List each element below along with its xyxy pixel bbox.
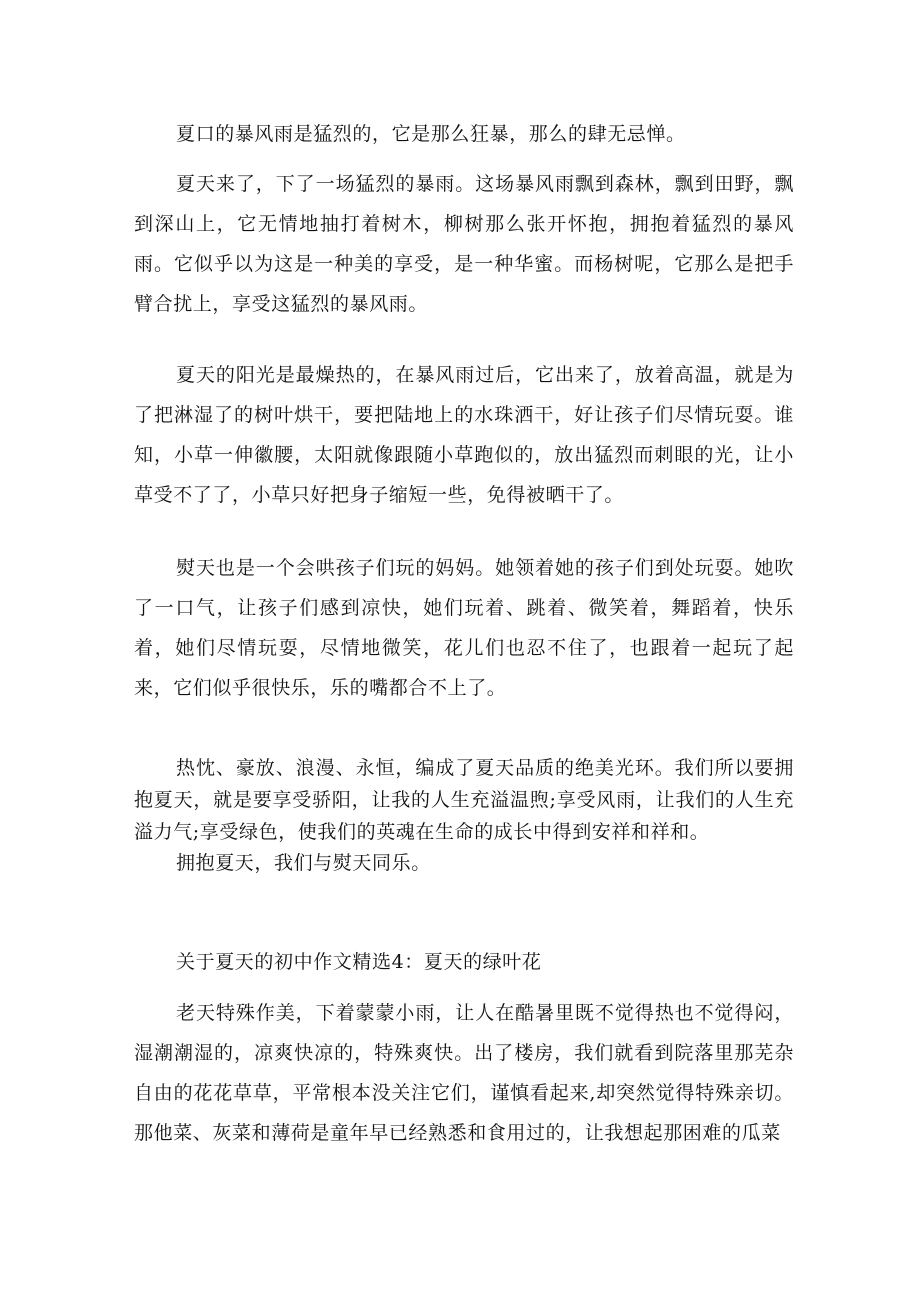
paragraph-green-leaf-flowers: 老天特殊作美，下着蒙蒙小雨，让人在酷暑里既不觉得热也不觉得闷，湿潮潮湿的，凉爽快凉的，特殊爽快。出了楼房，我们就看到院落里那芜杂自由的花花草草，平常根本没关注它们，谨慎看起来,却突然觉得特殊亲切。那他菜、灰菜和薄荷是童年早已经熟悉和食用过的，让我想起那困难的瓜菜 bbox=[134, 1002, 794, 1144]
section-heading: 关于夏天的初中作文精选4：夏天的绿叶花 bbox=[176, 951, 542, 973]
paragraph-sunshine: 夏天的阳光是最燥热的，在暴风雨过后，它出来了，放着高温，就是为了把淋湿了的树叶烘干，要把陆地上的水珠洒干，好让孩子们尽情玩耍。谁知，小草一伸徽腰，太阳就像跟随小草跑似的，放出猛烈而刺眼的光，让小草受不了了，小草只好把身子缩短一些，免得被晒干了。 bbox=[134, 364, 794, 506]
paragraph-storm-trees: 夏天来了，下了一场猛烈的暴雨。这场暴风雨飘到森林，飘到田野，飘到深山上，它无情地抽打着树木，柳树那么张开怀抱，拥抱着猛烈的暴风雨。它似乎以为这是一种美的享受，是一种华蜜。而杨树呢，它那么是把手臂合扰上，享受这猛烈的暴风雨。 bbox=[134, 173, 794, 315]
paragraph-embrace-summer: 热忱、豪放、浪漫、永恒，编成了夏天品质的绝美光环。我们所以要拥抱夏天，就是要享受骄阳，让我的人生充溢温煦;享受风雨，让我们的人生充溢力气;享受绿色，使我们的英魂在生命的成长中得到安祥和祥和。 bbox=[134, 757, 794, 843]
paragraph-summer-mother: 熨天也是一个会哄孩子们玩的妈妈。她领着她的孩子们到处玩耍。她吹了一口气，让孩子们感到凉快，她们玩着、跳着、微笑着，舞蹈着，快乐着，她们尽情玩耍，尽情地微笑，花儿们也忍不住了，也跟着一起玩了起来，它们似乎很快乐，乐的嘴都合不上了。 bbox=[134, 557, 794, 699]
paragraph-closing-line: 拥抱夏天，我们与熨天同乐。 bbox=[176, 852, 431, 874]
paragraph-storm-intro: 夏口的暴风雨是猛烈的，它是那么狂暴，那么的肆无忌惮。 bbox=[176, 123, 686, 145]
